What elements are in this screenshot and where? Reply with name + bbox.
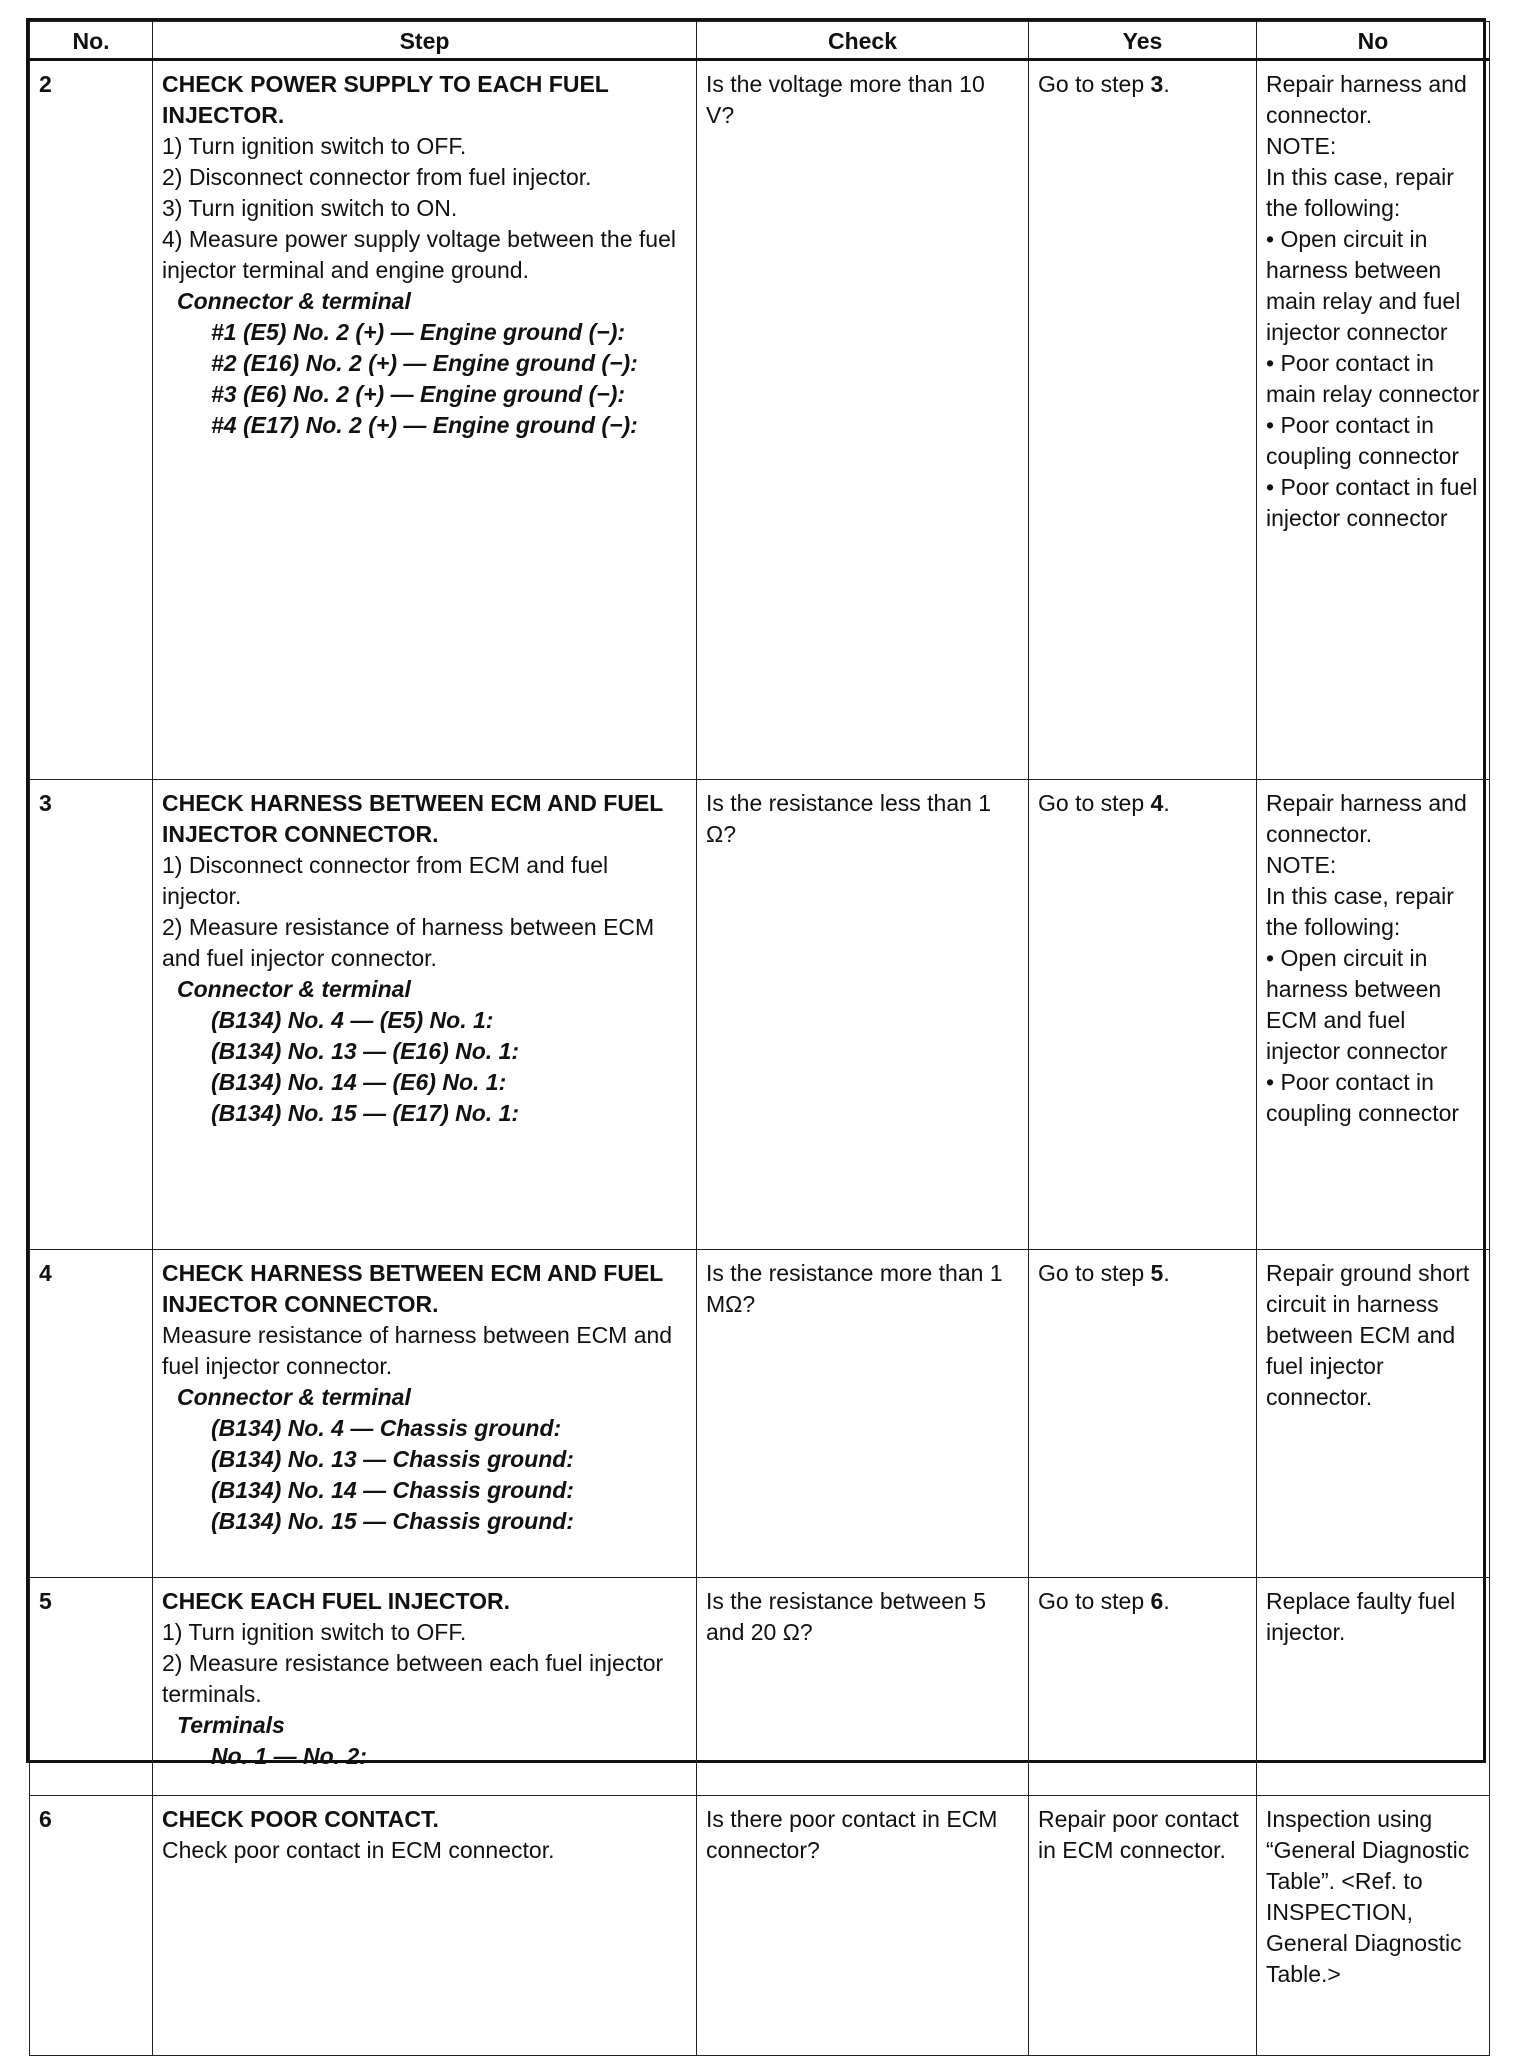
no-action-text: NOTE: [1266,133,1337,159]
step-instruction: 1) Turn ignition switch to OFF. [162,1619,467,1645]
no-action-text: Inspection using “General Diagnostic Table”. <Ref. to INSPECTION, General Diagnostic Table.> [1266,1806,1470,1987]
step-subheading: Connector & terminal [177,288,411,314]
table-row [30,780,1490,1250]
step-instruction: Measure resistance of harness between ECM and fuel injector connector. [162,1322,673,1379]
terminal-spec: (B134) No. 13 — (E16) No. 1: [211,1038,520,1064]
no-action-bullet: • Open circuit in harness between main relay and fuel injector connector [1266,224,1480,348]
yes-action: Go to step 3. [1029,60,1257,780]
terminal-spec: (B134) No. 4 — (E5) No. 1: [211,1007,494,1033]
step-instruction: 2) Measure resistance of harness between ECM and fuel injector connector. [162,914,655,971]
check-question: Is the resistance more than 1 MΩ? [697,1250,1029,1578]
step-title: CHECK EACH FUEL INJECTOR. [162,1588,511,1614]
header-no: No. [30,22,153,60]
terminal-spec: (B134) No. 13 — Chassis ground: [211,1446,574,1472]
row-number: 5 [30,1578,153,1796]
step-subheading: Connector & terminal [177,976,411,1002]
yes-action: Go to step 5. [1029,1250,1257,1578]
header-yes: Yes [1029,22,1257,60]
row-number: 2 [30,60,153,780]
table-row [30,1796,1490,2056]
yes-action: Go to step 6. [1029,1578,1257,1796]
check-question: Is the voltage more than 10 V? [697,60,1029,780]
step-cell [153,1578,697,1796]
yes-step-number: 4 [1150,790,1164,816]
no-action-bullet: • Poor contact in main relay connector [1266,348,1480,410]
step-title: CHECK HARNESS BETWEEN ECM AND FUEL INJECTOR CONNECTOR. [162,1260,663,1317]
step-title: CHECK POOR CONTACT. [162,1806,439,1832]
terminal-spec: #3 (E6) No. 2 (+) — Engine ground (−): [211,381,626,407]
no-action [1257,1796,1490,2056]
no-action-text: Repair harness and connector. [1266,71,1467,128]
check-question: Is the resistance less than 1 Ω? [697,780,1029,1250]
step-instruction: 1) Turn ignition switch to OFF. [162,133,467,159]
no-action-text: In this case, repair the following: [1266,164,1454,221]
yes-action: Repair poor contact in ECM connector. [1029,1796,1257,2056]
terminal-spec: (B134) No. 4 — Chassis ground: [211,1415,562,1441]
header-check: Check [697,22,1029,60]
row-number: 3 [30,780,153,1250]
no-action-bullet: • Open circuit in harness between ECM and fuel injector connector [1266,943,1480,1067]
row-number: 6 [30,1796,153,2056]
terminal-spec: #4 (E17) No. 2 (+) — Engine ground (−): [211,412,638,438]
step-subheading: Terminals [177,1712,285,1738]
no-action-text: In this case, repair the following: [1266,883,1454,940]
no-action-bullet: • Poor contact in coupling connector [1266,1067,1480,1129]
check-question: Is there poor contact in ECM connector? [697,1796,1029,2056]
step-cell [153,1796,697,2056]
diagnostic-table-sheet [26,18,1486,1987]
step-instruction: Check poor contact in ECM connector. [162,1837,555,1863]
diagnostic-table [29,21,1490,2056]
step-instruction: 2) Measure resistance between each fuel injector terminals. [162,1650,664,1707]
no-action-text: Repair ground short circuit in harness between ECM and fuel injector connector. [1266,1260,1470,1410]
no-action [1257,1578,1490,1796]
step-cell [153,780,697,1250]
no-action [1257,60,1490,780]
row-number: 4 [30,1250,153,1578]
step-title: CHECK HARNESS BETWEEN ECM AND FUEL INJECTOR CONNECTOR. [162,790,663,847]
step-cell [153,1250,697,1578]
terminal-spec: #2 (E16) No. 2 (+) — Engine ground (−): [211,350,638,376]
step-instruction: 1) Disconnect connector from ECM and fuel injector. [162,852,609,909]
terminal-spec: (B134) No. 15 — Chassis ground: [211,1508,574,1534]
no-action-bullet: • Poor contact in coupling connector [1266,410,1480,472]
step-instruction: 3) Turn ignition switch to ON. [162,195,458,221]
table-row [30,60,1490,780]
yes-step-number: 5 [1150,1260,1164,1286]
yes-action: Go to step 4. [1029,780,1257,1250]
terminal-spec: No. 1 — No. 2: [211,1743,367,1769]
no-action-text: Replace faulty fuel injector. [1266,1588,1456,1645]
step-instruction: 4) Measure power supply voltage between the fuel injector terminal and engine ground. [162,226,676,283]
table-row [30,1578,1490,1796]
yes-step-number: 3 [1150,71,1164,97]
step-cell [153,60,697,780]
no-action-text: Repair harness and connector. [1266,790,1467,847]
check-question: Is the resistance between 5 and 20 Ω? [697,1578,1029,1796]
step-title: CHECK POWER SUPPLY TO EACH FUEL INJECTOR. [162,71,609,128]
terminal-spec: #1 (E5) No. 2 (+) — Engine ground (−): [211,319,626,345]
table-row [30,1250,1490,1578]
table-header-row [30,22,1490,60]
no-action [1257,780,1490,1250]
step-subheading: Connector & terminal [177,1384,411,1410]
terminal-spec: (B134) No. 14 — Chassis ground: [211,1477,574,1503]
terminal-spec: (B134) No. 15 — (E17) No. 1: [211,1100,520,1126]
terminal-spec: (B134) No. 14 — (E6) No. 1: [211,1069,507,1095]
no-action-text: NOTE: [1266,852,1337,878]
step-instruction: 2) Disconnect connector from fuel injector. [162,164,592,190]
no-action [1257,1250,1490,1578]
yes-step-number: 6 [1150,1588,1164,1614]
header-step: Step [153,22,697,60]
no-action-bullet: • Poor contact in fuel injector connector [1266,472,1480,534]
header-no-action: No [1257,22,1490,60]
